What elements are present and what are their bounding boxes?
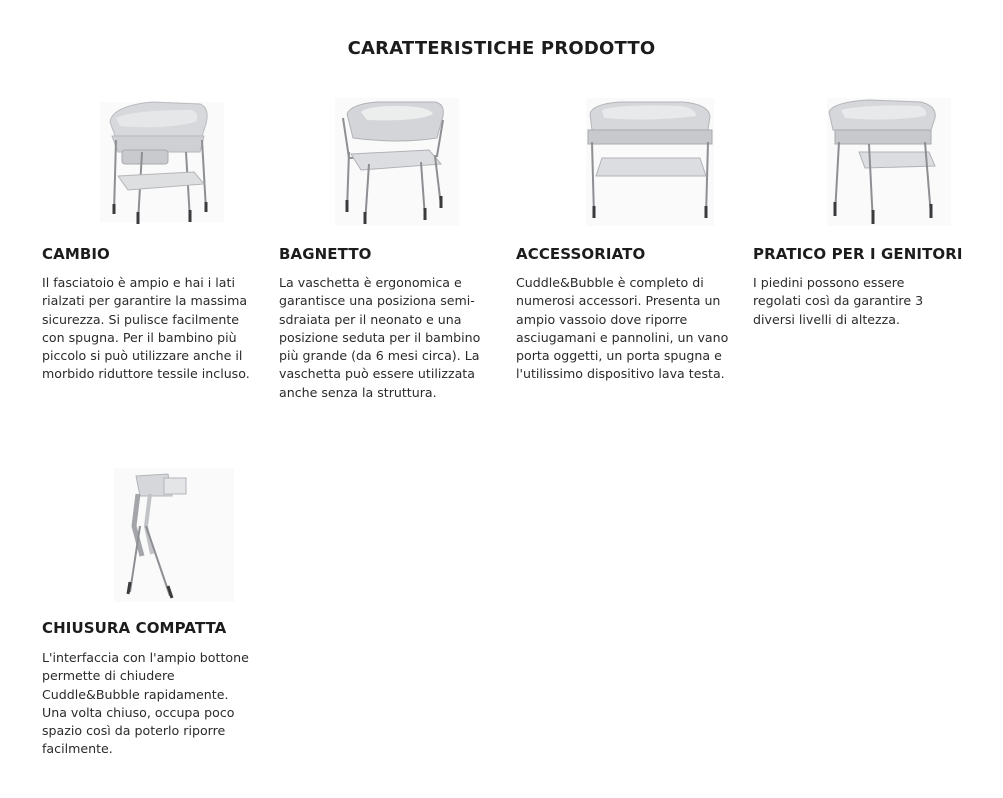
feature-description: Cuddle&Bubble è completo di numerosi accessori. Presenta un ampio vassoio dove riporre asciugamani e pannolini, un vano porta oggetti, un porta spugna e l'utilissimo dispositivo lava testa. xyxy=(516,275,729,382)
page-title: CARATTERISTICHE PRODOTTO xyxy=(347,38,656,59)
feature-heading: BAGNETTO xyxy=(279,245,372,263)
adjustable-legs-icon xyxy=(809,92,969,232)
feature-description: La vaschetta è ergonomica e garantisce una posiziona semi-sdraiata per il neonato e una posizione seduta per il bambino più grande (da 6 mesi circa). La vaschetta può essere utilizzata anche senza la struttura. xyxy=(279,275,481,400)
accessorized-stand-icon xyxy=(570,92,730,232)
bath-tub-stand-icon xyxy=(317,92,477,232)
changing-table-icon xyxy=(82,92,242,232)
feature-heading: CHIUSURA COMPATTA xyxy=(42,619,227,637)
feature-heading: PRATICO PER I GENITORI xyxy=(753,245,963,263)
feature-heading: CAMBIO xyxy=(42,245,110,263)
feature-heading: ACCESSORIATO xyxy=(516,245,646,263)
feature-description: I piedini possono essere regolati così da garantire 3 diversi livelli di altezza. xyxy=(753,275,924,327)
feature-description: Il fasciatoio è ampio e hai i lati rialzati per garantire la massima sicurezza. Si pulisce facilmente con spugna. Per il bambino più piccolo si può utilizzare anche il morbido riduttore tessile incluso. xyxy=(42,275,250,382)
feature-description: L'interfaccia con l'ampio bottone permette di chiudere Cuddle&Bubble rapidamente. Una volta chiuso, occupa poco spazio così da poterlo riporre facilmente. xyxy=(42,650,249,757)
folded-stand-icon xyxy=(94,466,254,606)
